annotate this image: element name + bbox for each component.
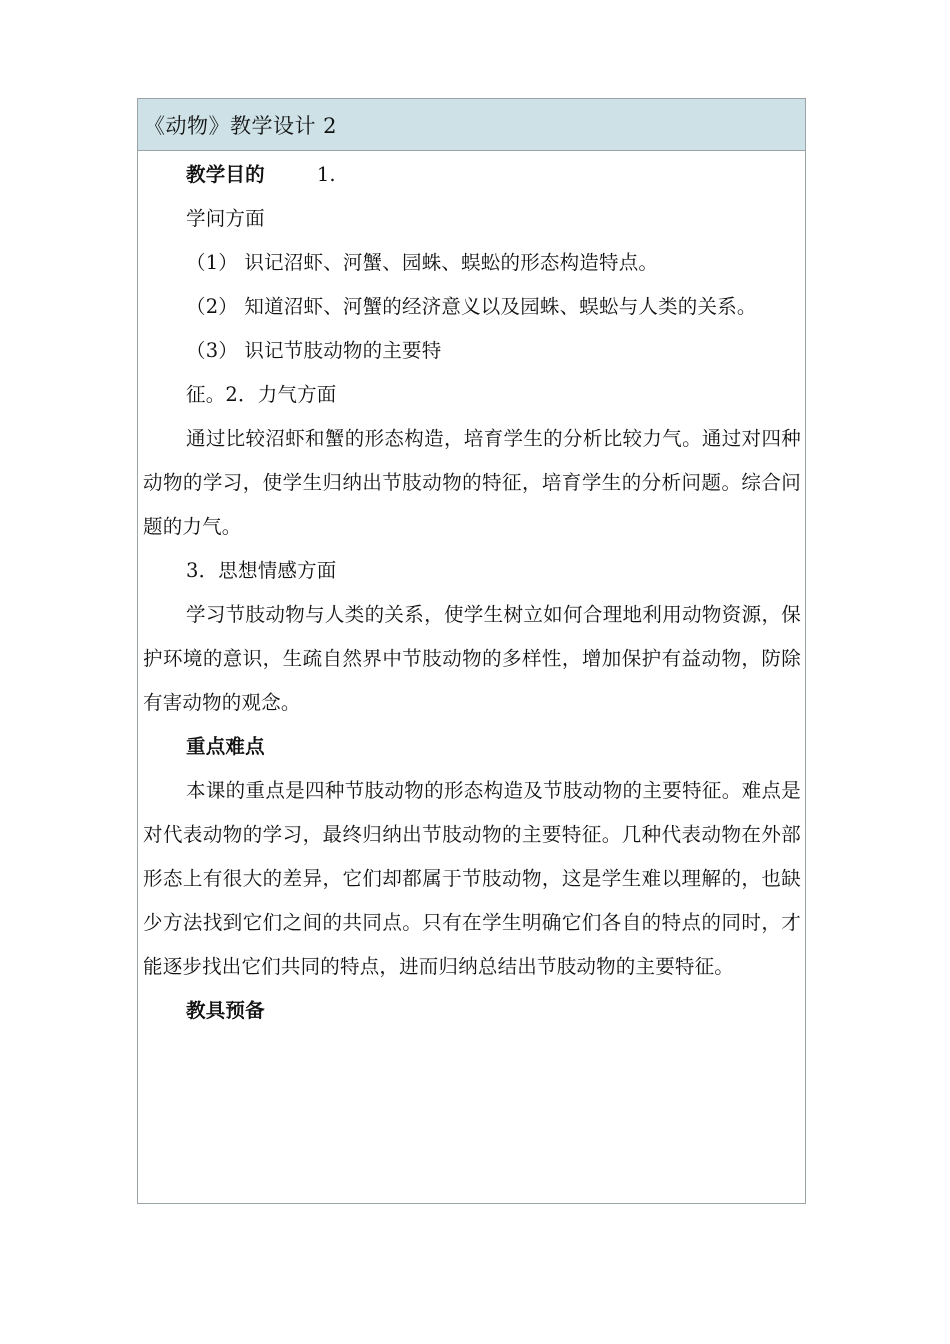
knowledge-heading: 学问方面 xyxy=(186,207,265,230)
objectives-heading: 教学目的 xyxy=(186,163,265,186)
table-header xyxy=(138,99,805,151)
key-points-heading: 重点难点 xyxy=(186,735,265,758)
document-table xyxy=(137,98,806,1204)
ability-heading: 征。2．力气方面 xyxy=(186,383,337,406)
teaching-aids-heading: 教具预备 xyxy=(186,999,265,1022)
table-body xyxy=(138,151,805,1033)
objective-item-1: （1） 识记沼虾、河蟹、园蛛、蜈蚣的形态构造特点。 xyxy=(186,251,659,274)
emotion-paragraph: 学习节肢动物与人类的关系，使学生树立如何合理地利用动物资源，保护环境的意识，生疏自然界中节肢动物的多样性，增加保护有益动物，防除有害动物的观念。 xyxy=(143,603,801,714)
ability-paragraph: 通过比较沼虾和蟹的形态构造，培育学生的分析比较力气。通过对四种动物的学习，使学生归纳出节肢动物的特征，培育学生的分析问题。综合问题的力气。 xyxy=(143,427,801,538)
document-title: 《动物》教学设计 2 xyxy=(144,113,338,138)
emotion-heading: 3．思想情感方面 xyxy=(186,559,337,582)
objectives-heading-line xyxy=(143,153,801,197)
objectives-number: 1. xyxy=(316,163,336,186)
objective-item-2: （2） 知道沼虾、河蟹的经济意义以及园蛛、蜈蚣与人类的关系。 xyxy=(186,295,757,318)
key-points-paragraph: 本课的重点是四种节肢动物的形态构造及节肢动物的主要特征。难点是对代表动物的学习，最终归纳出节肢动物的主要特征。几种代表动物在外部形态上有很大的差异，它们却都属于节肢动物，这是学生难以理解的，也缺少方法找到它们之间的共同点。只有在学生明确它们各自的特点的同时，才能逐步找出它们共同的特点，进而归纳总结出节肢动物的主要特征。 xyxy=(143,779,801,978)
objective-item-3: （3） 识记节肢动物的主要特 xyxy=(186,339,442,362)
